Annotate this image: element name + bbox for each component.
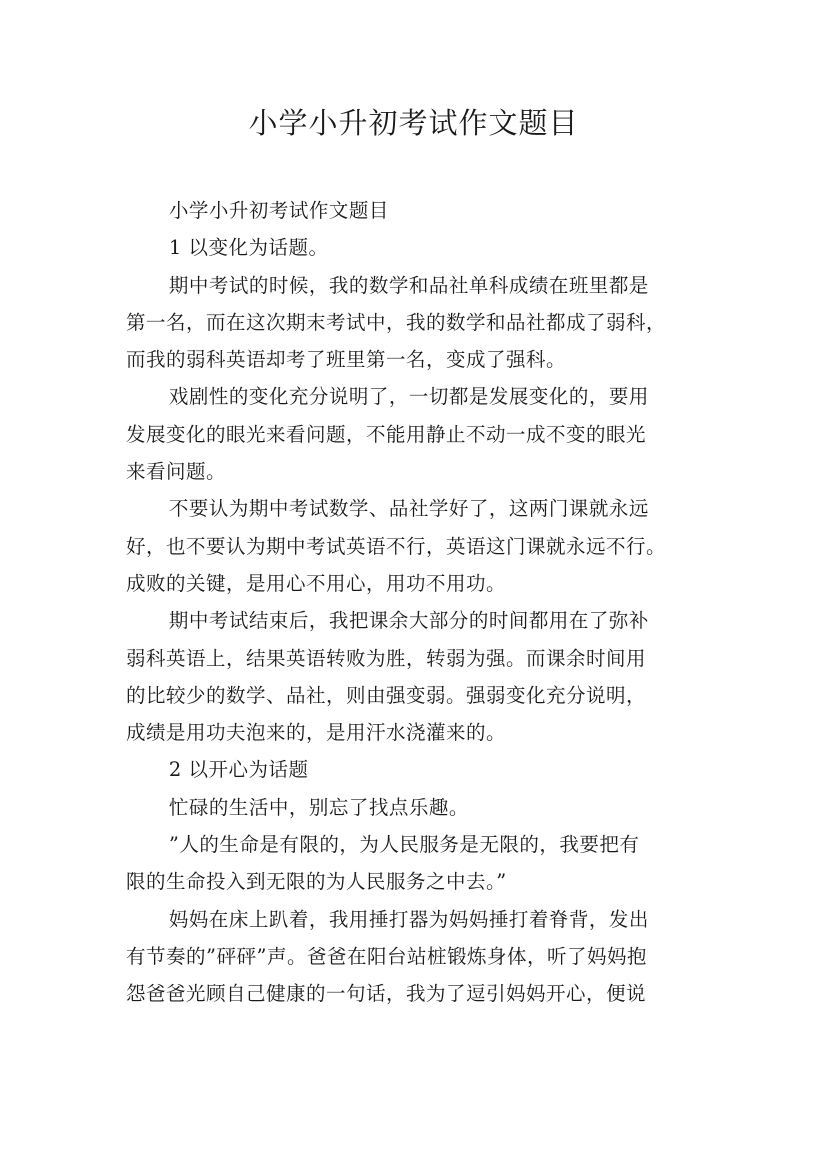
text-line: 妈妈在床上趴着，我用捶打器为妈妈捶打着脊背，发出: [168, 907, 649, 931]
text-line: 1 以变化为话题。: [168, 236, 329, 260]
text-line: 而我的弱科英语却考了班里第一名，变成了强科。: [126, 348, 567, 372]
document-title: 小学小升初考试作文题目: [248, 106, 579, 140]
paragraph: [126, 901, 704, 1013]
paragraph: [126, 192, 704, 229]
text-line: 发展变化的眼光来看问题，不能用静止不动一成不变的眼光: [126, 422, 647, 446]
paragraph: [126, 490, 704, 602]
text-line: 不要认为期中考试数学、品社学好了，这两门课就永远: [168, 497, 649, 521]
document-body: [126, 192, 704, 1013]
text-line: 弱科英语上，结果英语转败为胜，转弱为强。而课余时间用: [126, 646, 647, 670]
text-line: ”人的生命是有限的，为人民服务是无限的，我要把有: [168, 833, 640, 857]
paragraph: [126, 229, 704, 266]
text-line: 第一名，而在这次期末考试中，我的数学和品社都成了弱科，: [126, 310, 667, 334]
paragraph: [126, 751, 704, 788]
text-line: 成绩是用功夫泡来的，是用汗水浇灌来的。: [126, 721, 507, 745]
text-line: 小学小升初考试作文题目: [168, 199, 389, 222]
text-line: 好，也不要认为期中考试英语不行，英语这门课就永远不行。: [126, 534, 667, 558]
paragraph: [126, 602, 704, 751]
text-line: 期中考试结束后，我把课余大部分的时间都用在了弥补: [168, 609, 649, 633]
text-line: 戏剧性的变化充分说明了，一切都是发展变化的，要用: [168, 385, 649, 409]
text-line: 有节奏的”砰砰”声。爸爸在阳台站桩锻炼身体，听了妈妈抱: [126, 944, 647, 968]
text-line: 期中考试的时候，我的数学和品社单科成绩在班里都是: [168, 273, 649, 297]
text-line: 成败的关键，是用心不用心，用功不用功。: [126, 571, 507, 595]
text-line: 2 以开心为话题: [168, 758, 309, 782]
text-line: 限的生命投入到无限的为人民服务之中去。”: [126, 870, 507, 894]
paragraph: [126, 789, 704, 826]
text-line: 的比较少的数学、品社，则由强变弱。强弱变化充分说明，: [126, 683, 647, 707]
paragraph: [126, 378, 704, 490]
text-line: 忙碌的生活中，别忘了找点乐趣。: [168, 795, 469, 819]
paragraph: [126, 267, 704, 379]
paragraph: [126, 826, 704, 901]
text-line: 来看问题。: [126, 460, 227, 484]
text-line: 怨爸爸光顾自己健康的一句话，我为了逗引妈妈开心，便说: [126, 982, 647, 1006]
